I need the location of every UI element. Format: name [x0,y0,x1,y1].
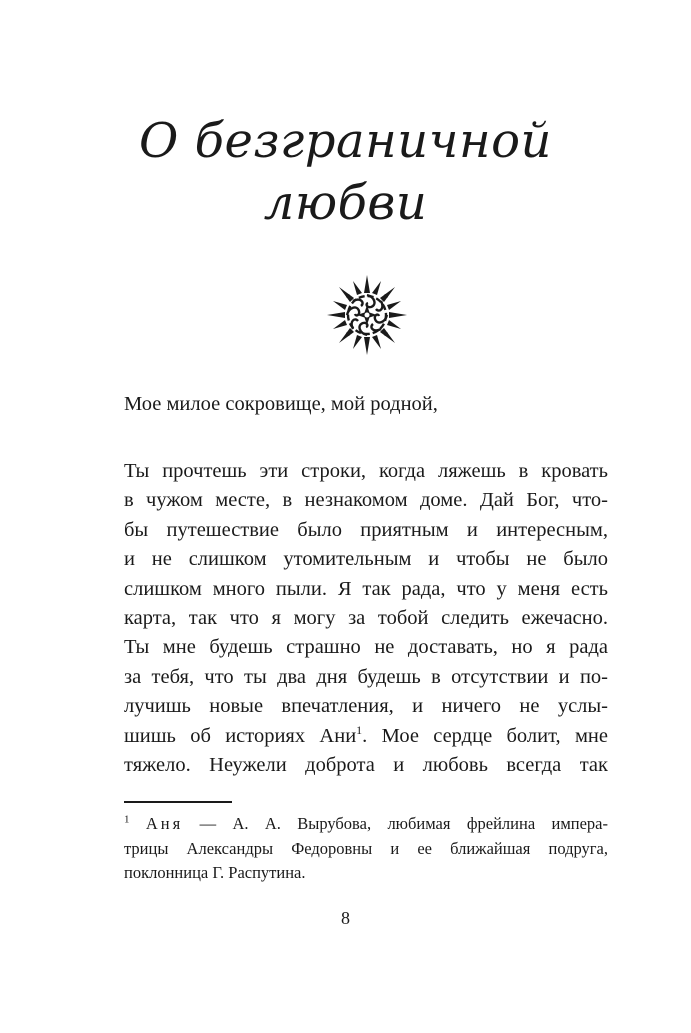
paragraph-line: карта, так что я могу за тобой следить ежечасно. [124,606,608,629]
footnote-name: Аня [145,814,184,833]
letter-salutation: Мое милое сокровище, мой родной, [124,393,438,415]
footnote-line: трицы Александры Федоровны и ее ближайшая подруга, [124,838,608,858]
line-text-before-ref: шишь об историях Ани [124,724,357,747]
paragraph-line: в чужом месте, в незнакомом доме. Дай Бог, что- [124,489,608,512]
paragraph-line: и не слишком утомительным и чтобы не было [124,548,608,571]
page-number: 8 [341,908,350,928]
snowflake-ornament-icon [325,273,409,357]
footnote-mark: 1 [124,813,130,826]
footnote-divider [124,801,232,803]
footnote [124,812,608,886]
paragraph-line: Ты прочтешь эти строки, когда ляжешь в кровать [124,460,608,482]
letter-paragraph [124,457,608,780]
line-text-after-ref: . Мое сердце болит, мне [362,724,608,747]
footnote-line-1-rest: — А. А. Вырубова, любимая фрейлина импера- [183,814,608,833]
paragraph-line: за тебя, что ты два дня будешь в отсутствии и по- [124,665,608,688]
footnote-line: поклонница Г. Распутина. [124,863,306,882]
paragraph-line-with-footnote [124,722,608,751]
paragraph-line: тяжело. Неужели доброта и любовь всегда так [124,753,608,776]
chapter-title [0,110,691,234]
paragraph-line: Ты мне будешь страшно не доставать, но я рада [124,636,608,659]
paragraph-line: лучишь новые впечатления, и ничего не услы- [124,695,608,718]
chapter-title-line-2: любви [263,175,428,231]
paragraph-line: слишком много пыли. Я так рада, что у меня есть [124,577,608,600]
chapter-title-line-1: О безграничной [139,113,552,169]
footnote-reference[interactable]: 1 [356,722,363,737]
paragraph-line: бы путешествие было приятным и интересным, [124,518,608,541]
footnote-line [124,812,608,837]
